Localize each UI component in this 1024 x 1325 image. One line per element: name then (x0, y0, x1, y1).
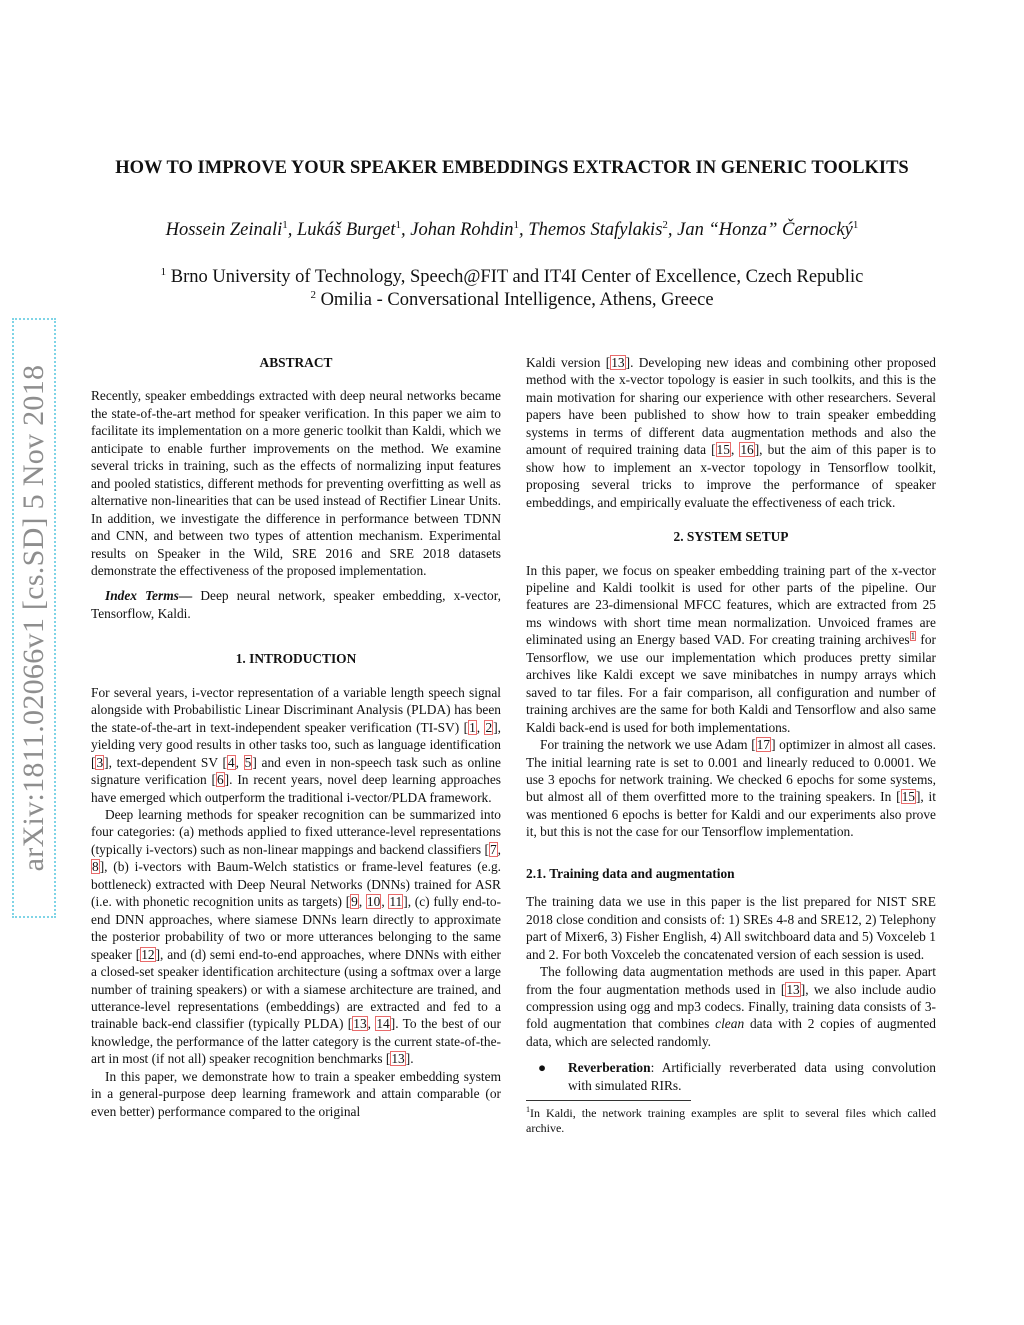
footnote-mark: 1 (526, 1105, 530, 1115)
affiliation-mark: 2 (310, 288, 316, 301)
citation-link[interactable]: 14 (376, 1016, 390, 1032)
intro-paragraph: Deep learning methods for speaker recognition can be summarized into four categories: (a) methods applied to fixed utterance-level representations (typically i-vectors) such as non-linear mappings and backend classifiers [7, 8], (b) i-vectors with Baum-Welch statistics or frame-level features (e.g. bottleneck) extracted with Deep Neural Networks (DNNs) trained for ASR (i.e. with phonetic recognition units as targets) [9, 10, 11], (c) fully end-to-end DNN approaches, where siamese DNNs learn directly to approximate the posterior probability of two or more utterances belonging to the same speaker [12], and (d) semi end-to-end approaches, where DNNs with either a closed-set speaker identification architecture (using a softmax over a large number of training speakers) or with a siamese architecture are trained, and utterance-level representations (embeddings) are extracted and fed to a trainable back-end classifier (typically PLDA) [13, 14]. To the best of our knowledge, the performance of the latter category is the current state-of-the-art in most (if not all) speaker recognition benchmarks [13]. (91, 806, 501, 1067)
bullet-text: : Artificially reverberated data using convolution with simulated RIRs. (568, 1060, 936, 1093)
citation-link[interactable]: 15 (716, 442, 730, 458)
citation-link[interactable]: 10 (366, 894, 381, 910)
citation-link[interactable]: 4 (227, 754, 235, 770)
footnote (526, 1106, 936, 1136)
index-terms-text: Deep neural network, speaker embedding, x-vector, Tensorflow, Kaldi. (91, 588, 501, 621)
index-terms-label: Index Terms— (105, 588, 193, 604)
citation-link[interactable]: 13 (611, 355, 625, 370)
training-data-heading: 2.1. Training data and augmentation (526, 865, 735, 881)
author-name: Lukáš Burget (297, 220, 396, 240)
author-affiliation-mark: 1 (513, 218, 520, 231)
affiliation-text: Brno University of Technology, Speech@FIT and IT4I Center of Excellence, Czech Republic (166, 267, 864, 287)
citation-link[interactable]: 12 (141, 946, 155, 962)
training-paragraph: The following data augmentation methods are used in this paper. Apart from the four augmentation methods used in [13], we also include audio compression using ogg and mp3 codecs. Finally, training data consists of 3-fold augmentation that combines clean data with 2 copies of augmented data, which are selected randomly. (526, 964, 937, 1049)
author-name: Johan Rohdin (410, 220, 514, 240)
citation-link[interactable]: 6 (216, 772, 224, 788)
intro-paragraph: For several years, i-vector representation of a variable length speech signal alongside with Probabilistic Linear Discriminant Analysis (PLDA) has been the state-of-the-art in text-independent speaker verification (TI-SV) [1, 2], yielding very good results in other tasks too, such as language identification [3], text-dependent SV [4, 5] and even in non-speech task such as online signature verification [6]. In recent years, novel deep learning approaches have emerged which outperform the traditional i-vector/PLDA framework. (91, 684, 501, 805)
bullet-label: Reverberation (568, 1060, 651, 1076)
author-name: Jan “Honza” Černocký (677, 220, 853, 240)
footnote-text: In Kaldi, the network training examples are split to several files which called archive. (526, 1106, 936, 1136)
author-affiliation-mark: 1 (395, 218, 401, 231)
author-affiliation-mark: 1 (282, 218, 288, 231)
citation-link[interactable]: 9 (351, 894, 358, 910)
author-name: Themos Stafylakis (528, 220, 663, 240)
abstract-heading: ABSTRACT (259, 355, 333, 370)
system-setup-heading: 2. SYSTEM SETUP (673, 529, 789, 545)
right-column (526, 354, 936, 1136)
left-column (91, 354, 501, 1120)
author-name: Hossein Zeinali (165, 220, 283, 240)
citation-link[interactable]: 11 (389, 894, 403, 910)
affiliation-mark: 1 (160, 265, 167, 278)
abstract-text: Recently, speaker embeddings extracted with deep neural networks became the state-of-the-art method for speaker verification. In this paper we aim to facilitate its implementation on a more generic toolkit than Kaldi, which we anticipate to enable further improvements on the method. We examine several tricks in training, such as the effects of normalizing input features and pooled statistics, different methods for preventing overfitting as well as alternative non-linearities that can be used instead of Rectifier Linear Units. In addition, we investigate the difference in performance between TDNN and CNN, and between two types of attention mechanism. Experimental results on Speaker in the Wild, SRE 2016 and SRE 2018 datasets demonstrate the effectiveness of the proposed implementation. (91, 388, 501, 578)
affiliation-line (60, 289, 964, 312)
citation-link[interactable]: 15 (901, 789, 915, 805)
intro-paragraph: In this paper, we demonstrate how to train a speaker embedding system in a general-purpose deep learning framework and attain comparable (or even better) performance compared to the original (91, 1068, 501, 1119)
intro-continuation: Kaldi version [13]. Developing new ideas and combining other proposed method with the x-vector topology is easier in such toolkits, and this is the main motivation for sharing our experience with other researchers. Several papers have been published to show how to train speaker embedding systems in terms of different data augmentation methods and also the amount of required training data [15, 16], but the aim of this paper is to show how to implement an x-vector topology in Tensorflow toolkit, proposing several tricks to improve the performance of speaker embeddings, and empirically evaluate the effectiveness of each trick. (526, 355, 936, 510)
footnote-link[interactable]: 1 (910, 630, 916, 641)
bullet-reverberation (526, 1059, 936, 1094)
arxiv-identifier: arXiv:1811.02066v1 [cs.SD] 5 Nov 2018 (17, 364, 50, 872)
citation-link[interactable]: 7 (489, 841, 497, 857)
affiliation-line (60, 266, 964, 289)
citation-link[interactable]: 17 (756, 737, 771, 753)
index-terms (91, 587, 501, 622)
paper-title: HOW TO IMPROVE YOUR SPEAKER EMBEDDINGS EXTRACTOR IN GENERIC TOOLKITS (115, 158, 909, 178)
citation-link[interactable]: 3 (96, 754, 104, 770)
citation-link[interactable]: 13 (353, 1016, 367, 1032)
citation-link[interactable]: 5 (244, 754, 252, 770)
setup-paragraph: In this paper, we focus on speaker embedding training part of the x-vector pipeline and Kaldi toolkit is used for other parts of the pipeline. Our features are 23-dimensional MFCC features, which are extracted from 25 ms windows with short time mean normalization. Unvoiced frames are eliminated using an Energy based VAD. For creating training archives$^1$ for Tensorflow, we use our implementation which produces pretty similar archives like Kaldi except we save minibatches in numpy arrays which saved to tar files. For a fair comparison, all configuration and number of training archives are the same for both Kaldi and Tensorflow and also same Kaldi back-end is used for both implementations. (526, 562, 936, 735)
affiliation-text: Omilia - Conversational Intelligence, Athens, Greece (315, 290, 714, 310)
author-affiliation-mark: 2 (662, 218, 668, 231)
citation-link[interactable]: 13 (391, 1051, 405, 1067)
citation-link[interactable]: 1 (469, 719, 476, 735)
author-affiliation-mark: 1 (852, 218, 859, 231)
bullet-icon: ● (538, 1060, 547, 1076)
citation-link[interactable]: 2 (485, 719, 493, 735)
arxiv-identifier-box (12, 318, 56, 918)
author-list: Hossein Zeinali$^1$, Lukáš Burget$^1$, Johan Rohdin$^1$, Themos Stafylakis$^2$, Jan “Honza” Černocký$^1$ (165, 218, 859, 240)
citation-link[interactable]: 8 (92, 859, 99, 875)
setup-paragraph: For training the network we use Adam [17] optimizer in almost all cases. The initial learning rate is set to 0.001 and linearly reduced to 0.0001. We use 3 epochs for network training. We checked 6 epochs for some systems, but almost all of them overfitted more to the training speakers. In [15], it was mentioned 6 epochs is better for Kaldi and our experiments also prove it, but this is not the case for our Tensorflow implementation. (526, 737, 936, 840)
affiliations (60, 266, 964, 312)
intro-heading: 1. INTRODUCTION (235, 651, 357, 667)
training-paragraph: The training data we use in this paper is the list prepared for NIST SRE 2018 close condition and consists of: 1) SREs 4-8 and SRE12, 2) Telephony part of Mixer6, 3) Fisher English, 4) All switchboard data and 5) Voxceleb 1 and 2. For both Voxceleb the concatenated version of each session is used. (526, 894, 936, 962)
emphasis: clean (715, 1016, 745, 1032)
citation-link[interactable]: 16 (740, 442, 754, 458)
citation-link[interactable]: 13 (786, 981, 800, 997)
